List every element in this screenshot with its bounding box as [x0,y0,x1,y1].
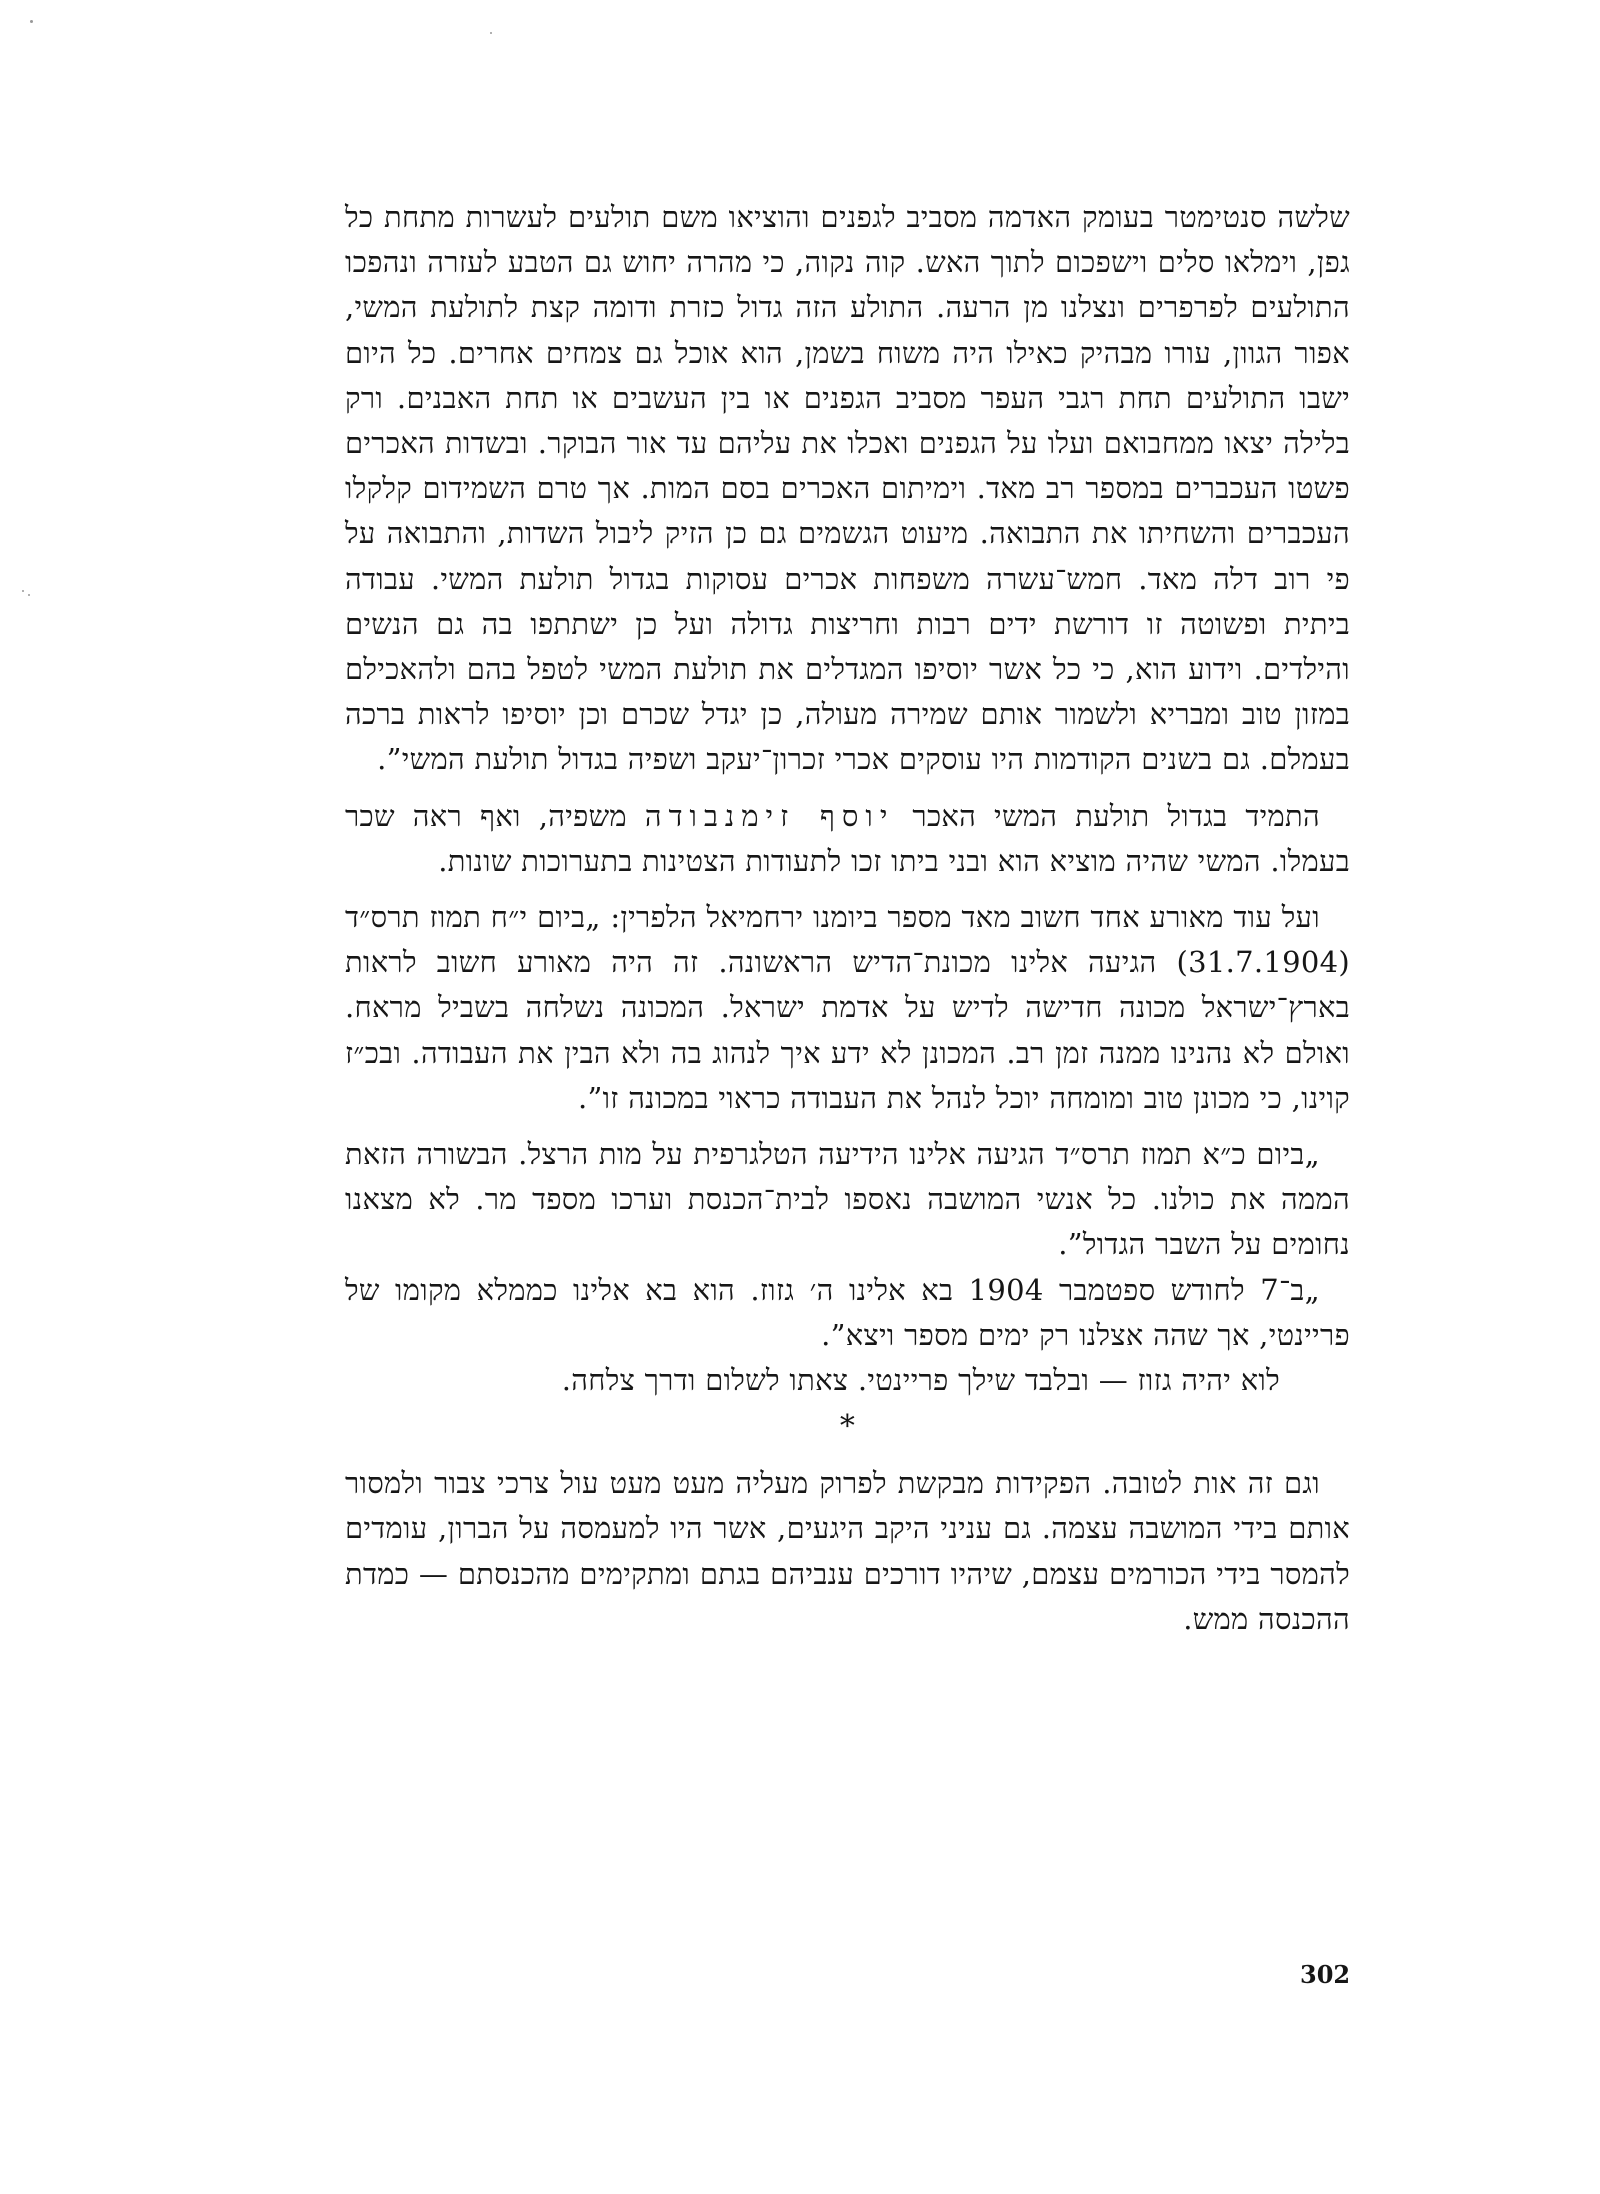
paragraph-administration: וגם זה אות לטובה. הפקידות מבקשת לפרוק מעליה מעט מעט עול צרכי צבור ולמסור אותם בידי המושבה עצמה. גם עניני היקב היגעים, אשר היו למעמסה על הברון, עומדים להמסר בידי הכורמים עצמם, שיהיו דורכים ענביהם בגתם ומתקימים מהכנסתם — כמדת ההכנסה ממש. [345,1466,1350,1636]
body-text [345,195,1350,1642]
page-number: 302 [1300,1960,1351,1989]
paragraph-text: התמיד בגדול תולעת המשי האכר [894,798,1320,833]
scan-speck [30,20,33,23]
section-separator: * [839,1409,856,1445]
scan-speck [22,590,24,592]
paragraph-zimnboda [345,794,1350,884]
scan-speck [28,594,30,596]
paragraph-text: משפיה, ואף ראה שכר בעמלו. המשי שהיה מוציא הוא ובני ביתו זכו לתעודות הצטינות בתערוכות שונות. [345,798,1350,878]
paragraph-threshing-machine: ועל עוד מאורע אחד חשוב מאד מספר ביומנו ירחמיאל הלפרין: „ביום י״ח תמוז תרס״ד (31.7.1904) הגיעה אלינו מכונת־הדיש הראשונה. זה היה מאורע חשוב לראות בארץ־ישראל מכונה חדישה לדיש על אדמת ישראל. המכונה נשלחה בשביל מראח. ואולם לא נהנינו ממנה זמן רב. המכונן לא ידע איך לנהוג בה ולא הבין את העבודה. ובכ״ז קוינו, כי מכונן טוב ומומחה יוכל לנהל את העבודה כראוי במכונה זו”. [345,900,1350,1115]
scan-speck [490,32,492,34]
person-name: יוסף זימנבודה [644,798,895,833]
paragraph-farewell: לוא יהיה גזוז — ובלבד שילך פריינטי. צאתו לשלום ודרך צלחה. [561,1363,1280,1398]
paragraph-gazoz-arrival: „ב־7 לחודש ספטמבר 1904 בא אלינו ה׳ גזוז. הוא בא אלינו כממלא מקומו של פריינטי, אך שהה אצלנו רק ימים מספר ויצא”. [345,1272,1350,1352]
paragraph-herzl-death: „ביום כ״א תמוז תרס״ד הגיעה אלינו הידיעה הטלגרפית על מות הרצל. הבשורה הזאת הממה את כולנו. כל אנשי המושבה נאספו לבית־הכנסת וערכו מספד מר. לא מצאנו נחומים על השבר הגדול”. [345,1137,1350,1262]
paragraph-silkworm-pests: שלשה סנטימטר בעומק האדמה מסביב לגפנים והוציאו משם תולעים לעשרות מתחת כל גפן, וימלאו סלים וישפכום לתוך האש. קוה נקוה, כי מהרה יחוש גם הטבע לעזרה ונהפכו התולעים לפרפרים ונצלנו מן הרעה. התולע הזה גדול כזרת ודומה קצת לתולעת המשי, אפור הגוון, עורו מבהיק כאילו היה משוח בשמן, הוא אוכל גם צמחים אחרים. כל היום ישבו התולעים תחת רגבי העפר מסביב הגפנים או בין העשבים או תחת האבנים. ורק בלילה יצאו ממחבואם ועלו על הגפנים ואכלו את עליהם עד אור הבוקר. ובשדות האכרים פשטו העכברים במספר רב מאד. וימיתום האכרים בסם המות. אך טרם השמידום קלקלו העכברים והשחיתו את התבואה. מיעוט הגשמים גם כן הזיק ליבול השדות, והתבואה על פי רוב דלה מאד. חמש־עשרה משפחות אכרים עסוקות בגדול תולעת המשי. עבודה ביתית ופשוטה זו דורשת ידים רבות וחריצות גדולה ועל כן ישתתפו בה גם הנשים והילדים. וידוע הוא, כי כל אשר יוסיפו המגדלים את תולעת המשי לטפל בהם ולהאכילם במזון טוב ומבריא ולשמור אותם שמירה מעולה, כן יגדל שכרם וכן יוסיפו לראות ברכה בעמלם. גם בשנים הקודמות היו עוסקים אכרי זכרון־יעקב ושפיה בגדול תולעת המשי”. [345,200,1350,777]
